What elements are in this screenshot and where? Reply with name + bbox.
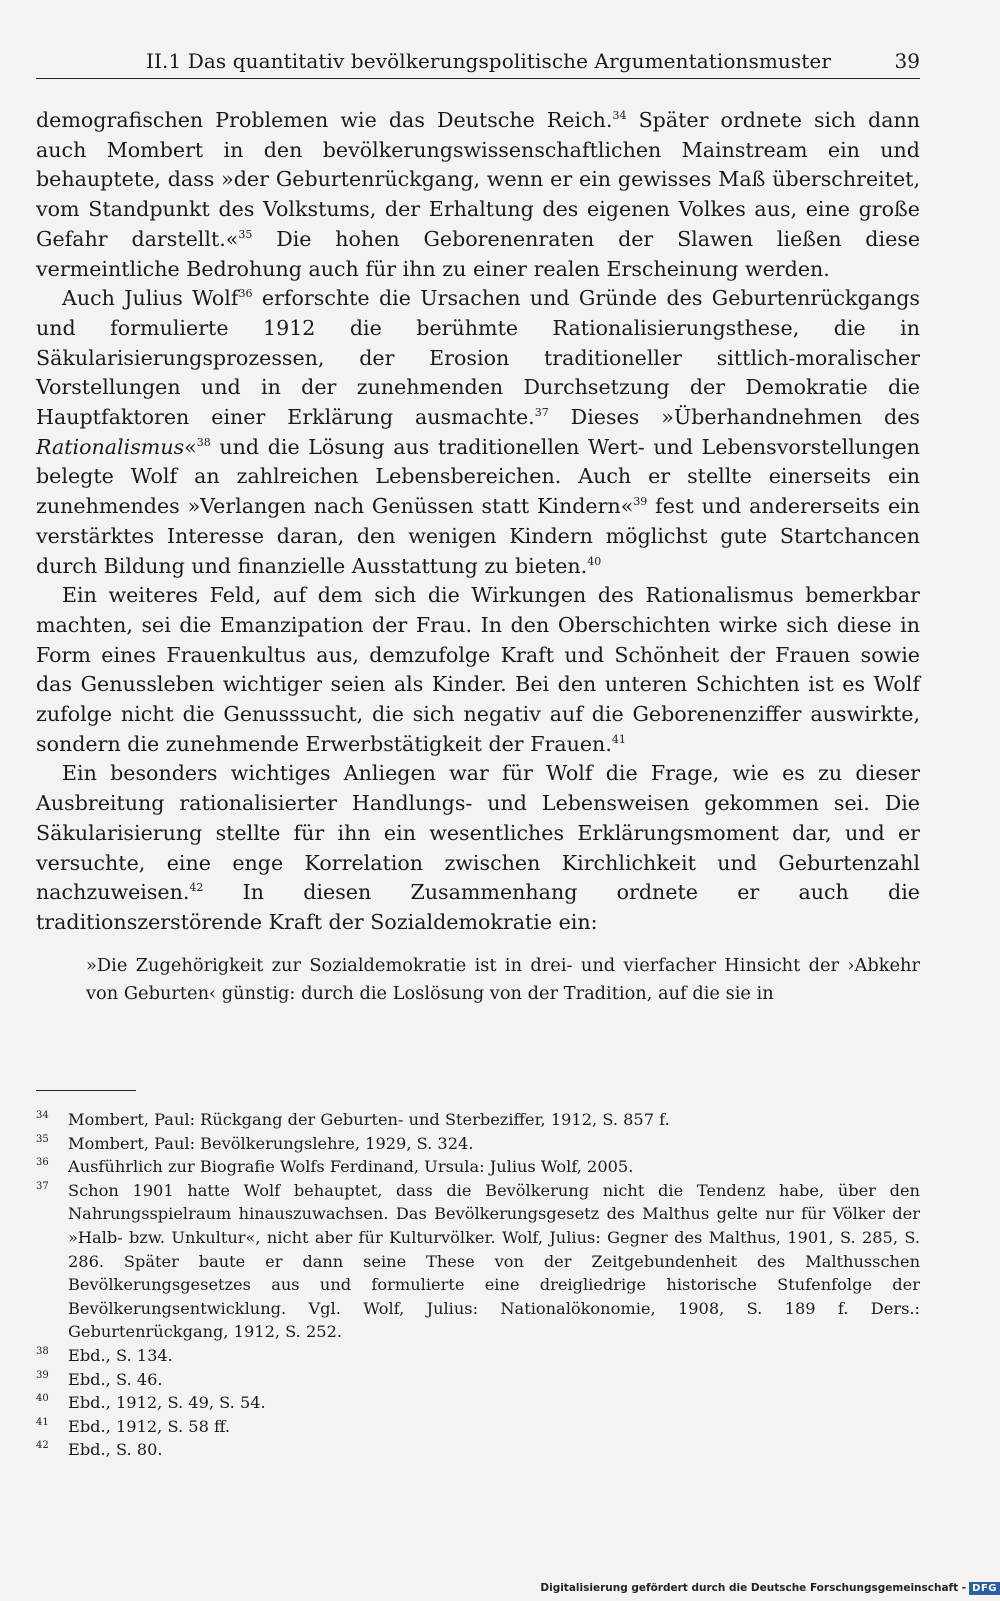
footnote-ref: 40 — [587, 554, 602, 568]
paragraph-3 — [36, 581, 920, 759]
footnote — [36, 1155, 920, 1179]
footnote-ref: 42 — [189, 881, 204, 895]
text-run: Ein weiteres Feld, auf dem sich die Wirkungen des Rationalismus bemerkbar machten, sei die Emanzipation der Frau. In den Oberschichten wirke sich diese in Form eines Frauenkultus aus, demzufolge Kraft und Schönheit der Frauen sowie das Genussleben wichtiger seien als Kinder. Bei den unteren Schichten ist es Wolf zufolge nicht die Genusssucht, die sich negativ auf die Geborenenziffer auswirkte, sondern die zunehmende Erwerbstätigkeit der Frauen. — [36, 583, 920, 756]
footnote — [36, 1438, 920, 1462]
text-run: erforschte die Ursachen und Gründe des Geburtenrückgangs und formulierte 1912 die berühmte Rationalisierungsthese, die in Säkularisierungsprozessen, der Erosion traditioneller sittlich-moralischer Vorstellungen und in der zunehmenden Durchsetzung der Demokratie die Hauptfaktoren einer Erklärung ausmachte. — [36, 286, 920, 430]
footnote-text: Mombert, Paul: Bevölkerungslehre, 1929, S. 324. — [68, 1133, 474, 1153]
footnote-number: 34 — [36, 1110, 49, 1121]
footnote-text: Ebd., S. 134. — [68, 1345, 173, 1365]
footnote-text: Mombert, Paul: Rückgang der Geburten- und Sterbeziffer, 1912, S. 857 f. — [68, 1110, 670, 1129]
footnote-ref: 41 — [611, 732, 626, 746]
footnote-ref: 34 — [612, 109, 627, 122]
footnote-ref: 36 — [238, 287, 253, 301]
block-quote: »Die Zugehörigkeit zur Sozialdemokratie ist in drei- und vierfacher Hinsicht der ›Abkehr von Geburten‹ günstig: durch die Loslösung von der Tradition, auf die sie in — [86, 955, 920, 1004]
footnote-text: Ebd., 1912, S. 58 ff. — [68, 1416, 231, 1436]
text-run: « — [184, 434, 197, 459]
text-run: In diesen Zusammenhang ordnete er auch die traditionszerstörende Kraft der Sozialdemokratie ein: — [36, 880, 920, 934]
text-run: Dieses »Überhandnehmen des — [548, 405, 920, 430]
footnote-ref: 37 — [534, 406, 549, 420]
digitization-credit — [540, 1579, 1000, 1597]
footnote-number: 40 — [36, 1393, 49, 1405]
footnote-text: Ebd., S. 80. — [68, 1440, 163, 1460]
footnote-text: Ebd., S. 46. — [68, 1369, 163, 1389]
footnote-number: 42 — [36, 1440, 49, 1452]
footnote-ref: 39 — [633, 495, 648, 509]
dfg-logo-icon: DFG — [969, 1582, 1000, 1595]
text-run: Die hohen Geborenenraten der Slawen ließen diese vermeintliche Bedrohung auch für ihn zu einer realen Erscheinung werden. — [36, 226, 921, 281]
footnote-number: 35 — [36, 1133, 49, 1145]
paragraph-4 — [36, 759, 920, 937]
footnote — [36, 1368, 920, 1392]
footnote — [36, 1415, 920, 1439]
footnote — [36, 1344, 920, 1368]
footnote — [36, 1391, 920, 1415]
footnote — [36, 1179, 920, 1344]
page-number: 39 — [894, 49, 920, 73]
text-run: Auch Julius Wolf — [62, 286, 239, 311]
paragraph-2 — [36, 284, 920, 581]
footnote — [36, 1108, 920, 1132]
footnote-ref: 35 — [238, 227, 253, 241]
running-header — [36, 48, 920, 79]
footnote-number: 39 — [36, 1369, 49, 1381]
footnote-text: Ebd., 1912, S. 49, S. 54. — [68, 1393, 266, 1413]
emphasis: Rationalismus — [36, 434, 185, 459]
footnote-ref: 38 — [196, 435, 211, 449]
footnote-number: 36 — [36, 1157, 49, 1169]
footnotes — [36, 1108, 920, 1462]
footnote-number: 38 — [36, 1345, 49, 1357]
main-text — [36, 106, 920, 938]
text-run: Später ordnete sich dann auch Mombert in den bevölkerungswissenschaftlichen Mainstream ein und behauptete, dass »der Geburtenrückgang, wenn er ein gewisses Maß überschreitet, vom Standpunkt des Volkstums, der Erhaltung des eigenen Volkes aus, eine große Gefahr darstellt.« — [36, 108, 920, 251]
running-title: II.1 Das quantitativ bevölkerungspolitische Argumentationsmuster — [146, 49, 832, 73]
paragraph-1 — [36, 106, 920, 284]
credit-text: Digitalisierung gefördert durch die Deutsche Forschungsgemeinschaft - — [540, 1582, 967, 1594]
text-run: demografischen Problemen wie das Deutsche Reich. — [36, 108, 613, 132]
footnote-text: Schon 1901 hatte Wolf behauptet, dass die Bevölkerung nicht die Tendenz habe, über den Nahrungsspielraum hinauszuwachsen. Das Bevölkerungsgesetz des Malthus gelte nur für Völker der »Halb- bzw. Unkultur«, nicht aber für Kulturvölker. Wolf, Julius: Gegner des Malthus, 1901, S. 285, S. 286. Später baute er dann seine These von der Zeitgebundenheit des Malthusschen Bevölkerungsgesetzes aus und formulierte eine dreigliedrige historische Stufenfolge der Bevölkerungsentwicklung. Vgl. Wolf, Julius: Nationalökonomie, 1908, S. 189 f. Ders.: Geburtenrückgang, 1912, S. 252. — [68, 1180, 920, 1342]
footnote — [36, 1132, 920, 1156]
text-run: Ein besonders wichtiges Anliegen war für Wolf die Frage, wie es zu dieser Ausbreitung rationalisierter Handlungs- und Lebensweisen gekommen sei. Die Säkularisierung stellte für ihn ein wesentliches Erklärungsmoment dar, und er versuchte, eine enge Korrelation zwischen Kirchlichkeit und Geburtenzahl nachzuweisen. — [36, 761, 920, 905]
text-run: fest und andererseits ein verstärktes Interesse daran, den wenigen Kindern möglichst gute Startchancen durch Bildung und finanzielle Ausstattung zu bieten. — [36, 494, 920, 578]
text-run: und die Lösung aus traditionellen Wert- und Lebensvorstellungen belegte Wolf an zahlreichen Lebensbereichen. Auch er stellte einerseits ein zunehmendes »Verlangen nach Genüssen statt Kindern« — [36, 434, 920, 519]
footnote-separator — [36, 1090, 136, 1091]
footnote-number: 37 — [36, 1180, 49, 1192]
footnote-text: Ausführlich zur Biografie Wolfs Ferdinand, Ursula: Julius Wolf, 2005. — [68, 1157, 634, 1177]
footnote-number: 41 — [36, 1416, 49, 1428]
